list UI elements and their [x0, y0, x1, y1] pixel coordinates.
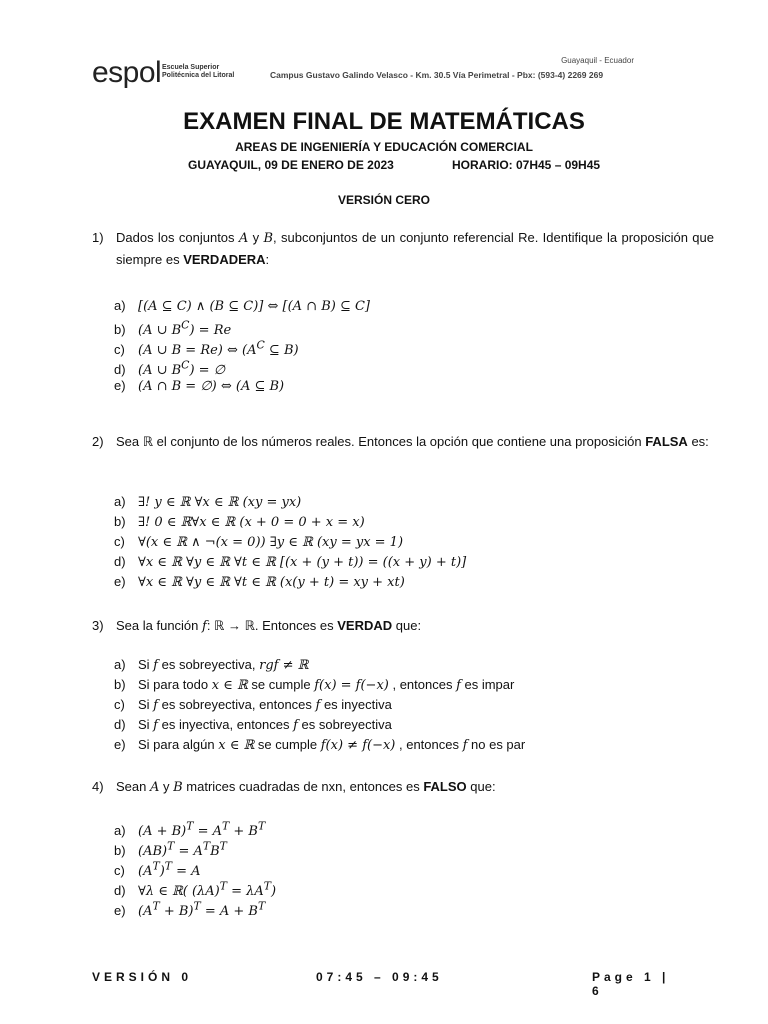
question-number: 2) — [92, 434, 104, 449]
answer-option — [114, 695, 525, 715]
question-2-options — [114, 492, 466, 592]
option-text: (A ∪ $B^C) = Re$ — [138, 319, 232, 339]
answer-option — [114, 655, 525, 675]
option-text: (A ∩ B = ∅) ⇔ (A ⊆ B) — [138, 379, 285, 394]
option-text: $(A^T + B)^T = A + B^T$ — [138, 900, 266, 920]
option-text: Si para todo x ∈ ℝ se cumple f(x) = f(−x) , entonces f es impar — [138, 677, 515, 693]
option-text: (A ∪ $B^C$) = ∅ — [138, 359, 226, 379]
exam-title: EXAMEN FINAL DE MATEMÁTICAS — [183, 108, 585, 135]
question-4 — [92, 776, 714, 798]
option-label: d) — [114, 883, 126, 899]
option-label: b) — [114, 514, 126, 529]
option-label: c) — [114, 863, 125, 879]
answer-option — [114, 552, 466, 572]
answer-option — [114, 316, 370, 339]
footer-time: 07:45 – 09:45 — [316, 970, 443, 984]
option-label: e) — [114, 378, 126, 393]
exam-schedule: HORARIO: 07H45 – 09H45 — [452, 158, 601, 172]
option-text: Si para algún x ∈ ℝ se cumple f(x) ≠ f(−x) , entonces f no es par — [138, 737, 526, 753]
option-text: Si f es sobreyectiva, entonces f es inyectiva — [138, 697, 392, 713]
option-text: ∀λ ∈ ℝ( $(\lambda A)^T = \lambda A^T$) — [138, 880, 277, 900]
option-text: Si f es inyectiva, entonces f es sobreyectiva — [138, 717, 392, 733]
footer-page: Page 1 | 6 — [592, 970, 670, 998]
logo-subtitle: Escuela Superior Politécnica del Litoral — [162, 64, 235, 79]
option-label: e) — [114, 574, 126, 589]
option-label: a) — [114, 657, 126, 672]
option-label: c) — [114, 534, 125, 549]
answer-option — [114, 492, 466, 512]
answer-option — [114, 715, 525, 735]
option-text: $(AB)^T = A^TB^T$ — [138, 840, 227, 860]
header-address: Campus Gustavo Galindo Velasco - Km. 30.5 Vía Perimetral - Pbx: (593-4) 2269 269 — [270, 70, 604, 80]
option-label: c) — [114, 697, 125, 712]
option-text: [(A ⊆ C) ∧ (B ⊆ C)] ⇔ [(A ∩ B) ⊆ C] — [138, 299, 371, 314]
question-1-options — [114, 296, 370, 396]
exam-date: GUAYAQUIL, 09 DE ENERO DE 2023 — [188, 158, 394, 172]
option-label: d) — [114, 554, 126, 569]
question-text: Sea la función f: ℝ → ℝ. Entonces es VERDAD que: — [116, 618, 422, 634]
option-text: ∃! y ∈ ℝ ∀x ∈ ℝ (xy = yx) — [138, 495, 302, 510]
option-label: a) — [114, 823, 126, 839]
option-label: a) — [114, 494, 126, 509]
footer-version: VERSIÓN 0 — [92, 970, 193, 984]
option-label: b) — [114, 843, 126, 859]
option-label: e) — [114, 903, 126, 919]
option-text: (A ∪ B = Re) ⇔ ($A^C$ ⊆ B) — [138, 339, 299, 359]
header-location: Guayaquil - Ecuador — [561, 56, 634, 65]
option-text: Si f es sobreyectiva, rgf ≠ ℝ — [138, 657, 309, 673]
answer-option — [114, 675, 525, 695]
option-text: $(A + B)^T = A^T + B^T$ — [138, 820, 266, 840]
answer-option — [114, 837, 276, 860]
answer-option — [114, 356, 370, 379]
question-3-options — [114, 655, 525, 755]
answer-option — [114, 877, 277, 900]
option-text: ∀(x ∈ ℝ ∧ ¬(x = 0)) ∃y ∈ ℝ (xy = yx = 1) — [138, 535, 404, 550]
question-number: 3) — [92, 618, 104, 633]
question-4-options — [114, 817, 277, 920]
answer-option — [114, 897, 276, 920]
answer-option — [114, 296, 370, 316]
question-text: Sean A y B matrices cuadradas de nxn, entonces es FALSO que: — [116, 779, 496, 795]
exam-version: VERSIÓN CERO — [337, 193, 430, 207]
option-label: b) — [114, 677, 126, 692]
question-text: Sea ℝ el conjunto de los números reales. Entonces la opción que contiene una proposición FALSA es: — [116, 434, 709, 449]
espol-logo: espol — [92, 56, 162, 89]
option-text: $(A^T)^T = A$ — [138, 860, 201, 880]
answer-option — [114, 735, 525, 755]
option-text: ∀x ∈ ℝ ∀y ∈ ℝ ∀t ∈ ℝ (x(y + t) = xy + xt) — [138, 575, 405, 590]
option-label: e) — [114, 737, 126, 752]
answer-option — [114, 857, 276, 880]
option-label: a) — [114, 298, 126, 313]
option-label: d) — [114, 362, 126, 378]
answer-option — [114, 512, 466, 532]
page-header — [92, 56, 644, 96]
answer-option — [114, 336, 370, 359]
question-2 — [92, 431, 714, 452]
question-number: 1) — [92, 230, 104, 245]
answer-option — [114, 376, 370, 396]
answer-option — [114, 817, 276, 840]
option-label: c) — [114, 342, 125, 358]
question-1 — [92, 227, 714, 270]
answer-option — [114, 532, 466, 552]
option-label: b) — [114, 322, 126, 338]
question-number: 4) — [92, 779, 104, 794]
exam-subtitle: AREAS DE INGENIERÍA Y EDUCACIÓN COMERCIAL — [235, 140, 533, 154]
answer-option — [114, 572, 466, 592]
option-text: ∀x ∈ ℝ ∀y ∈ ℝ ∀t ∈ ℝ [(x + (y + t)) = ((x + y) + t)] — [138, 555, 467, 570]
option-label: d) — [114, 717, 126, 732]
question-3 — [92, 615, 714, 637]
question-text: Dados los conjuntos A y B, subconjuntos de un conjunto referencial Re. Identifique la proposición que siempre es VERDADERA: — [116, 230, 715, 267]
option-text: ∃! 0 ∈ ℝ∀x ∈ ℝ (x + 0 = 0 + x = x) — [138, 515, 365, 530]
